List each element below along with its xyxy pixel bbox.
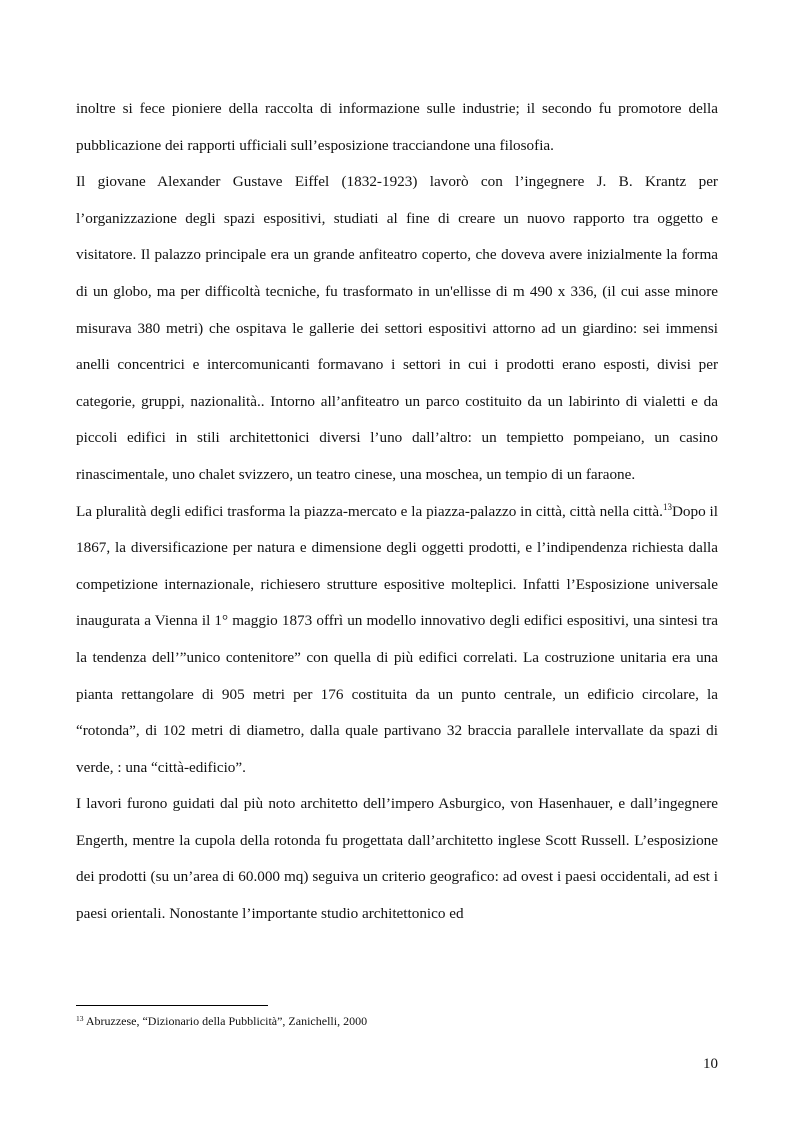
footnote-number: 13	[76, 1014, 84, 1023]
page-number: 10	[703, 1056, 718, 1072]
paragraph-2: Il giovane Alexander Gustave Eiffel (1832-1923) lavorò con l’ingegnere J. B. Krantz per l’organizzazione degli spazi espositivi, studiati al fine di creare un nuovo rapporto tra oggetto e visitatore. Il palazzo principale era un grande anfiteatro coperto, che doveva avere inizialmente la forma di un globo, ma per difficoltà tecniche, fu trasformato in un'ellisse di m 490 x 336, (il cui asse minore misurava 380 metri) che ospitava le gallerie dei settori espositivi attorno ad un giardino: sei immensi anelli concentrici e intercomunicanti formavano i settori in cui i prodotti erano esposti, divisi per categorie, gruppi, nazionalità.. Intorno all’anfiteatro un parco costituito da un labirinto di vialetti e da piccoli edifici in stili architettonici diversi l’uno dall’altro: un tempietto pompeiano, un casino rinascimentale, uno chalet svizzero, un teatro cinese, una moschea, un tempio di un faraone.	[76, 173, 718, 483]
paragraph-4: I lavori furono guidati dal più noto architetto dell’impero Asburgico, von Hasenhauer, e dall’ingegnere Engerth, mentre la cupola della rotonda fu progettata dall’architetto inglese Scott Russell. L’esposizione dei prodotti (su un’area di 60.000 mq) seguiva un criterio geografico: ad ovest i paesi occidentali, ad est i paesi orientali. Nonostante l’importante studio architettonico ed	[76, 795, 718, 923]
footnote-separator	[76, 1005, 268, 1006]
footnote-reference: 13	[662, 501, 672, 512]
footnote-text: Abruzzese, “Dizionario della Pubblicità”, Zanichelli, 2000	[83, 1014, 368, 1028]
footnote	[76, 1013, 718, 1029]
paragraph-1: inoltre si fece pioniere della raccolta di informazione sulle industrie; il secondo fu promotore della pubblicazione dei rapporti ufficiali sull’esposizione tracciandone una filosofia.	[76, 100, 718, 154]
paragraph-3	[76, 494, 718, 787]
paragraph-3-end: Dopo il 1867, la diversificazione per natura e dimensione degli oggetti prodotti, e l’indipendenza richiesta dalla competizione internazionale, richiesero strutture espositive molteplici. Infatti l’Esposizione universale inaugurata a Vienna il 1° maggio 1873 offrì un modello innovativo degli edifici espositivi, una sintesi tra la tendenza dell’”unico contenitore” con quella di più edifici correlati. La costruzione unitaria era una pianta rettangolare di 905 metri per 176 costituita da un punto centrale, un edificio circolare, la “rotonda”, di 102 metri di diametro, dalla quale partivano 32 braccia parallele intervallate da spazi di verde, : una “città-edificio”.	[76, 502, 718, 776]
body-text	[76, 91, 718, 933]
paragraph-3-start: La pluralità degli edifici trasforma la piazza-mercato e la piazza-palazzo in città, città nella città.	[76, 502, 663, 520]
